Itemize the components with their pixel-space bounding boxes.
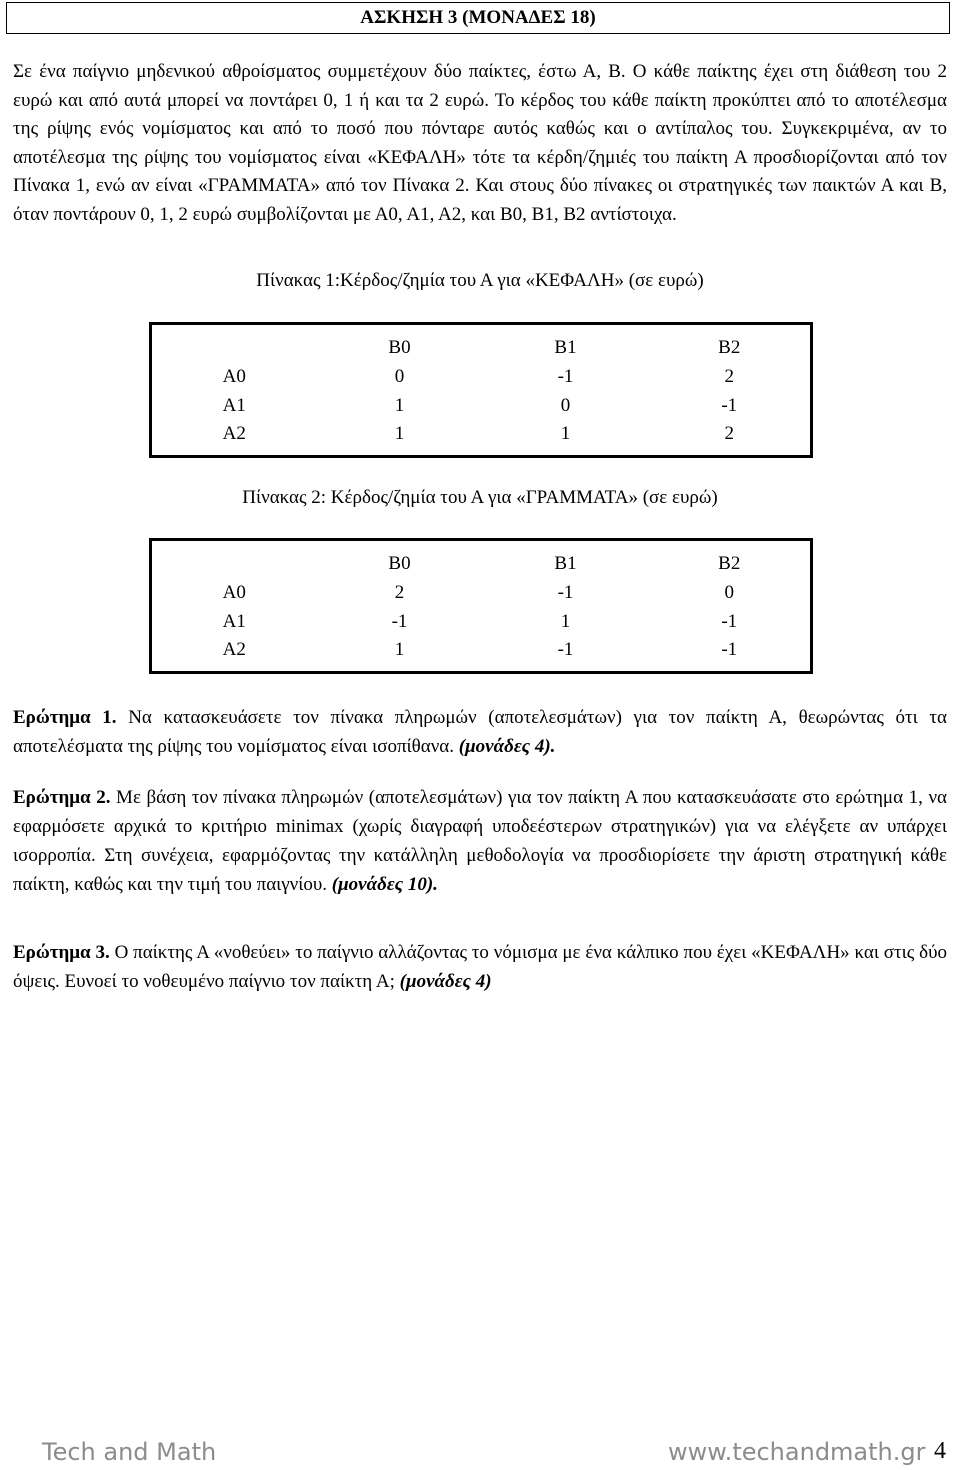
table-cell: -1: [721, 394, 738, 416]
table-corner: [151, 324, 317, 364]
question-1-text: Να κατασκευάσετε τον πίνακα πληρωμών (αποτελεσμάτων) για τον παίκτη Α, θεωρώντας ότι τα αποτελέσματα της ρίψης του νομίσματος είναι ισοπίθανα.: [13, 707, 948, 757]
table-cell: -1: [391, 610, 408, 632]
table-cell: -1: [721, 610, 738, 632]
row-header: Α1: [222, 394, 246, 416]
table2-caption: Πίνακας 2: Κέρδος/ζημία του Α για «ΓΡΑΜΜΑΤΑ» (σε ευρώ): [242, 487, 718, 508]
exercise-title-box: [6, 2, 950, 34]
table-row: [151, 392, 812, 421]
column-header: Β0: [388, 337, 411, 358]
question-3-label: Ερώτημα 3.: [13, 942, 110, 963]
table-cell: -1: [557, 366, 574, 388]
question-2-points: (μονάδες 10).: [331, 874, 438, 895]
table-row: [151, 363, 812, 392]
question-2: [13, 783, 947, 899]
question-2-text: Με βάση τον πίνακα πληρωμών (αποτελεσμάτων) για τον παίκτη Α που κατασκευάσατε στο ερώτημα 1, να εφαρμόσετε αρχικά το κριτήριο minimax (χωρίς διαγραφή υποδεέστερων στρατηγικών) για να ελέγξετε αν υπάρχει ισορροπία. Στη συνέχεια, εφαρμόζοντας την κατάλληλη μεθοδολογία να προσδιορίσετε την άριστη στρατηγική κάθε παίκτη, καθώς και την τιμή του παιγνίου.: [13, 787, 947, 895]
table1-caption: Πίνακας 1:Κέρδος/ζημία του Α για «ΚΕΦΑΛΗ» (σε ευρώ): [256, 270, 704, 291]
table-row: [151, 608, 812, 637]
footer-url[interactable]: www.techandmath.gr: [668, 1438, 926, 1466]
table-header-row: [151, 540, 812, 580]
table-cell: 0: [560, 394, 571, 416]
column-header: Β1: [554, 553, 577, 574]
column-header: Β0: [388, 553, 411, 574]
row-header: Α1: [222, 610, 246, 632]
row-header: Α0: [222, 582, 246, 604]
table-row: [151, 636, 812, 672]
column-header: Β1: [554, 337, 577, 358]
table-cell: -1: [557, 582, 574, 604]
table-cell: 1: [560, 610, 571, 632]
table-cell: 2: [724, 423, 734, 445]
table-header-row: [151, 324, 812, 364]
table-cell: 1: [394, 423, 405, 445]
table-cell: 1: [394, 639, 405, 661]
page-number: 4: [934, 1438, 946, 1464]
footer-brand: Tech and Math: [42, 1438, 217, 1466]
table-cell: -1: [721, 639, 738, 661]
intro-paragraph: Σε ένα παίγνιο μηδενικού αθροίσματος συμμετέχουν δύο παίκτες, έστω Α, Β. Ο κάθε παίκτης έχει στη διάθεση του 2 ευρώ και από αυτά μπορεί να ποντάρει 0, 1 ή και τα 2 ευρώ. Το κέρδος του κάθε παίκτη προκύπτει από το αποτέλεσμα της ρίψης ενός νομίσματος και από το ποσό που πόνταρε αυτός καθώς και ο αντίπαλος του. Συγκεκριμένα, αν το αποτέλεσμα της ρίψης του νομίσματος είναι «ΚΕΦΑΛΗ» τότε τα κέρδη/ζημιές του παίκτη Α προσδιορίζονται από τον Πίνακα 1, ενώ αν είναι «ΓΡΑΜΜΑΤΑ» από τον Πίνακα 2. Και στους δύο πίνακες οι στρατηγικές των παικτών Α και Β, όταν ποντάρουν 0, 1, 2 ευρώ συμβολίζονται με Α0, Α1, Α2, και Β0, Β1, Β2 αντίστοιχα.: [13, 61, 947, 225]
column-header: Β2: [718, 553, 741, 574]
question-3: [13, 938, 947, 996]
column-header: Β2: [718, 337, 741, 358]
question-2-label: Ερώτημα 2.: [13, 787, 111, 808]
table-row: [151, 579, 812, 608]
row-header: Α2: [222, 423, 246, 445]
table-cell: 0: [394, 366, 405, 388]
table-cell: 2: [394, 582, 405, 604]
payoff-table-1: [149, 322, 813, 458]
question-1-points: (μονάδες 4).: [458, 736, 556, 757]
table-cell: 0: [724, 582, 734, 604]
table-row: [151, 420, 812, 456]
question-1: [13, 703, 947, 761]
question-3-text: Ο παίκτης Α «νοθεύει» το παίγνιο αλλάζοντας το νόμισμα με ένα κάλπικο που έχει «ΚΕΦΑΛΗ» και στις δύο όψεις. Ευνοεί το νοθευμένο παίγνιο τον παίκτη Α;: [13, 942, 947, 992]
table-cell: -1: [557, 639, 574, 661]
row-header: Α2: [222, 639, 246, 661]
question-3-points: (μονάδες 4): [399, 971, 492, 992]
row-header: Α0: [222, 366, 246, 388]
table-cell: 2: [724, 366, 734, 388]
payoff-table-2: [149, 538, 813, 674]
table-corner: [151, 540, 317, 580]
question-1-label: Ερώτημα 1.: [13, 707, 117, 728]
table-cell: 1: [394, 394, 405, 416]
exercise-title: ΑΣΚΗΣΗ 3 (ΜΟΝΑΔΕΣ 18): [360, 7, 596, 28]
table-cell: 1: [560, 423, 571, 445]
